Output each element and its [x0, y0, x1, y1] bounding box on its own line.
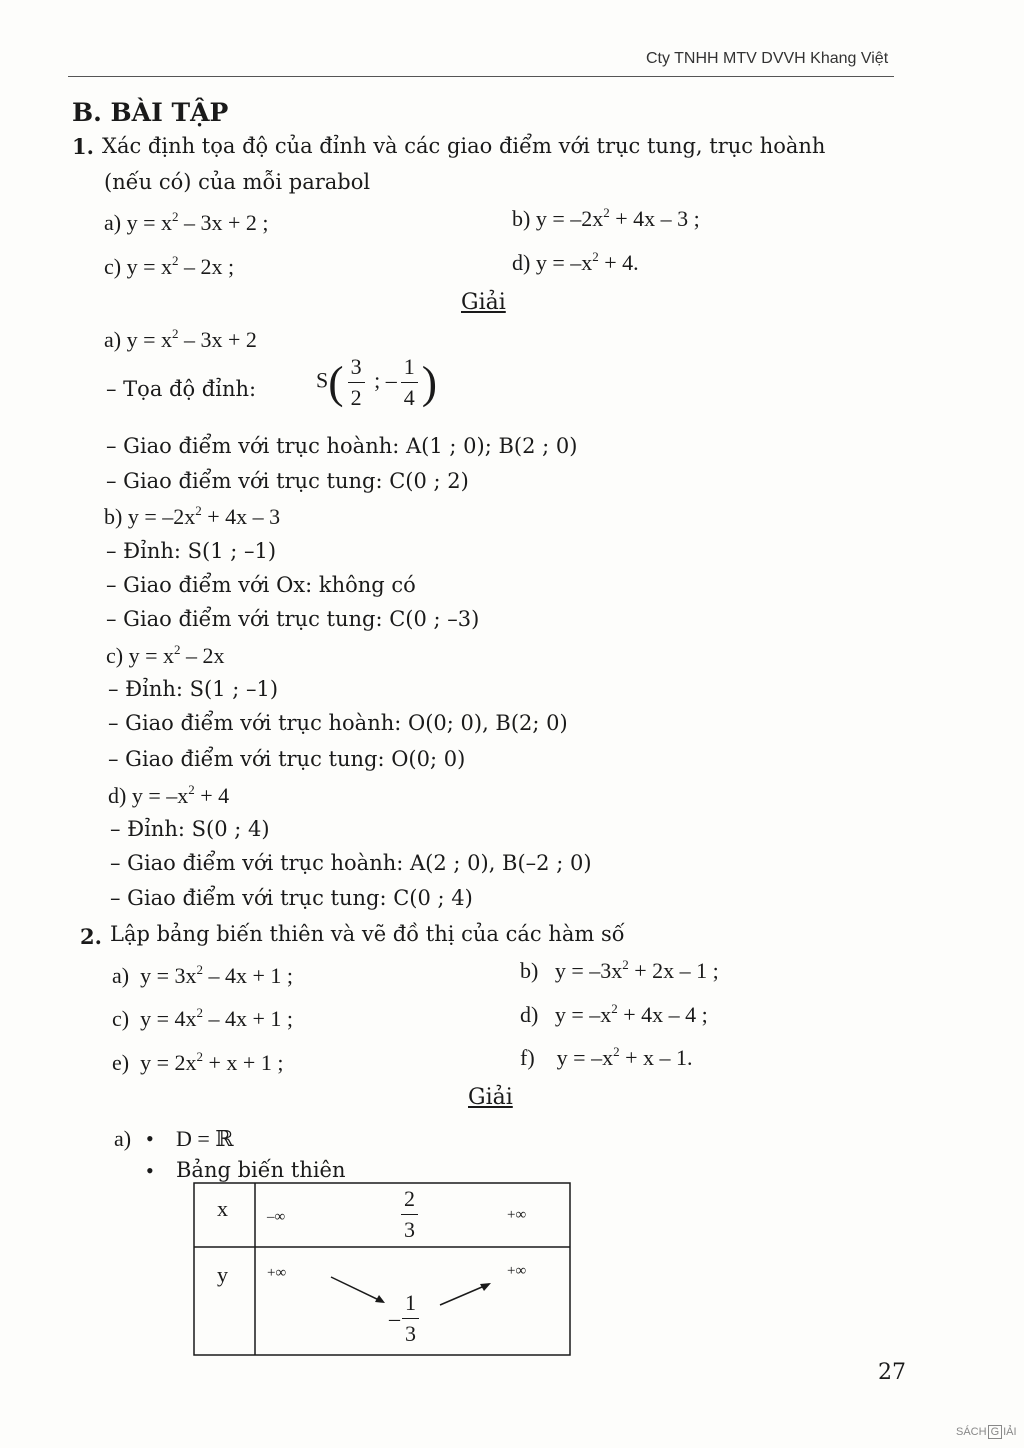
ex1-sol-d-head: d) $y = -x^2 + 4$ [108, 782, 230, 808]
ex1-sol-c-head: c) $y = x^2 - 2x$ [106, 642, 225, 668]
page-number: 27 [878, 1360, 906, 1385]
watermark-logo: SÁCH G IẢI [956, 1426, 1017, 1438]
ex2-item-f: f) $y = -x^2 + x - 1$. [520, 1044, 693, 1070]
ex1-item-a: a) $y = x^2 - 3x + 2$ ; [104, 209, 269, 235]
table-y-min: – $\frac{1}{3}$ [389, 1292, 419, 1345]
section-title: B. BÀI TẬP [72, 98, 229, 127]
ex1-item-d: d) $y = -x^2 + 4$. [512, 249, 639, 275]
ex2-item-e: e) $y = 2x^2 + x + 1$ ; [112, 1049, 284, 1075]
table-y-left: +∞ [267, 1265, 287, 1281]
table-x-right: +∞ [507, 1207, 527, 1223]
ex1-sol-a-head: a) $y = x^2 - 3x + 2$ [104, 326, 257, 352]
ex1-sol-b-head: b) $y = -2x^2 + 4x - 3$ [104, 503, 281, 529]
table-x-mid: $\frac{2}{3}$ [401, 1188, 418, 1241]
ex1-sol-a-vertex-label: – Tọa độ đỉnh: [106, 377, 257, 401]
ex1-sol-c-ox: – Giao điểm với trục hoành: O(0; 0), B(2; 0) [108, 711, 568, 735]
ex2-sol-a-label: a) [114, 1126, 132, 1151]
ex1-sol-d-ox: – Giao điểm với trục hoành: A(2 ; 0), B(–2 ; 0) [110, 851, 592, 875]
ex2-prompt: Lập bảng biến thiên và vẽ đồ thị của các hàm số [110, 922, 625, 946]
ex2-table-title: Bảng biến thiên [176, 1158, 346, 1182]
table-y-right: +∞ [507, 1263, 527, 1279]
ex1-item-b: b) $y = -2x^2 + 4x - 3$ ; [512, 205, 700, 231]
table-y-label: y [217, 1262, 228, 1287]
table-x-label: x [217, 1196, 228, 1221]
ex2-item-c: c) $y = 4x^2 - 4x + 1$ ; [112, 1005, 294, 1031]
ex1-sol-c-vertex: – Đỉnh: S(1 ; –1) [108, 677, 279, 701]
ex2-item-b: b) $y = -3x^2 + 2x - 1$ ; [520, 957, 719, 983]
table-x-left: –∞ [267, 1209, 286, 1225]
ex1-prompt-line2: (nếu có) của mỗi parabol [104, 170, 371, 194]
ex1-sol-d-oy: – Giao điểm với trục tung: C(0 ; 4) [110, 886, 473, 910]
ex1-solution-heading: Giải [461, 290, 506, 315]
header-rule [68, 76, 894, 77]
ex2-bullet-domain: • [146, 1126, 154, 1151]
ex1-sol-c-oy: – Giao điểm với trục tung: O(0; 0) [108, 747, 466, 771]
ex1-sol-a-ox: – Giao điểm với trục hoành: A(1 ; 0); B(2 ; 0) [106, 434, 578, 458]
ex2-bullet-table: • [146, 1158, 154, 1183]
ex2-domain: D = ℝ [176, 1126, 234, 1151]
ex1-sol-d-vertex: – Đỉnh: S(0 ; 4) [110, 817, 270, 841]
arrow-up [440, 1284, 489, 1305]
ex2-number: 2. [80, 924, 102, 949]
ex2-item-a: a) $y = 3x^2 - 4x + 1$ ; [112, 962, 294, 988]
arrow-down [331, 1277, 383, 1302]
ex2-item-d: d) $y = -x^2 + 4x - 4$ ; [520, 1001, 708, 1027]
ex1-number: 1. [72, 134, 94, 159]
ex1-sol-b-ox: – Giao điểm với Ox: không có [106, 573, 416, 597]
ex1-sol-b-vertex: – Đỉnh: S(1 ; –1) [106, 539, 277, 563]
ex1-sol-a-vertex-value: S( $\frac{3}{2}$ ; – $\frac{1}{4}$ ) [316, 354, 438, 410]
ex1-sol-a-oy: – Giao điểm với trục tung: C(0 ; 2) [106, 469, 469, 493]
ex2-solution-heading: Giải [468, 1085, 513, 1110]
ex1-prompt-line1: Xác định tọa độ của đỉnh và các giao điểm với trục tung, trục hoành [102, 134, 826, 158]
ex1-sol-b-oy: – Giao điểm với trục tung: C(0 ; –3) [106, 607, 480, 631]
header-publisher: Cty TNHH MTV DVVH Khang Việt [646, 50, 889, 67]
ex1-item-c: c) $y = x^2 - 2x$ ; [104, 253, 235, 279]
variation-table [193, 1182, 571, 1356]
